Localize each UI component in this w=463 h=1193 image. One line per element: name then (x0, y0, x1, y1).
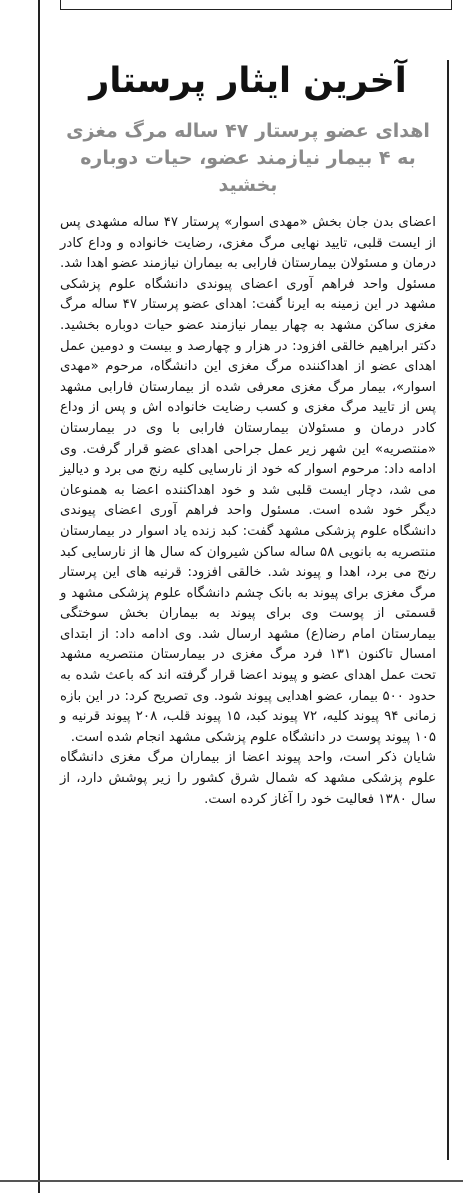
article-subheadline: اهدای عضو پرستار ۴۷ ساله مرگ مغزی به ۴ بیمار نیازمند عضو، حیات دوباره بخشید (66, 120, 430, 196)
article-paragraph: شایان ذکر است، واحد پیوند اعضا از بیماران مرگ مغزی دانشگاه علوم پزشکی مشهد که شمال شرق کشور را زیر پوشش دارد، از سال ۱۳۸۰ فعالیت خود را آغاز کرده است. (60, 750, 436, 807)
news-article (60, 58, 436, 810)
column-rule-right (447, 60, 449, 1160)
article-body (60, 213, 436, 810)
article-headline: آخرین ایثار پرستار (89, 61, 407, 101)
column-divider-left (38, 0, 40, 1193)
page-bottom-rule (0, 1180, 463, 1182)
article-paragraph: اعضای بدن جان بخش «مهدی اسوار» پرستار ۴۷ ساله مشهدی پس از ایست قلبی، تایید نهایی مرگ مغزی، رضایت خانواده و وداع کادر درمان و مسئولان بیمارستان فارابی به بیماران نیازمند عضو اهدا شد. مسئول واحد فراهم آوری اعضای پیوندی دانشگاه علوم پزشکی مشهد در این زمینه به ایرنا گفت: اهدای عضو پرستار ۴۷ ساله مرگ مغزی ساکن مشهد به چهار بیمار نیازمند عضو حیات دوباره بخشید. دکتر ابراهیم خالقی افزود: در هزار و چهارصد و بیست و دومین عمل اهدای عضو از اهداکننده مرگ مغزی این دانشگاه، مرحوم «مهدی اسوار»، بیمار مرگ مغزی معرفی شده از بیمارستان فارابی مشهد پس از تایید مرگ مغزی و کسب رضایت خانواده اش و پس از وداع کادر درمان و مسئولان بیمارستان فارابی با وی در بیمارستان «منتصریه» این شهر زیر عمل جراحی اهدای عضو قرار گرفت. وی ادامه داد: مرحوم اسوار که خود از نارسایی کلیه رنج می برد و دیالیز می شد، دچار ایست قلبی شد و خود اهداکننده اعضا به همنوعان دیگر خود شده است. مسئول واحد فراهم آوری اعضای پیوندی دانشگاه علوم پزشکی مشهد گفت: کبد زنده یاد اسوار در بیمارستان منتصریه به بانویی ۵۸ ساله ساکن شیروان که سال ها از نارسایی کبد رنج می برد، اهدا و پیوند شد. خالقی افزود: قرنیه های این پرستار مرگ مغزی برای پیوند به بانک چشم دانشگاه علوم پزشکی مشهد و قسمتی از پوست وی برای پیوند به بیماران بخش سوختگی بیمارستان امام رضا(ع) مشهد ارسال شد. وی ادامه داد: از ابتدای امسال تاکنون ۱۳۱ فرد مرگ مغزی در بیمارستان منتصریه مشهد تحت عمل اهدای عضو و پیوند اعضا قرار گرفته اند که باعث شده به حدود ۵۰۰ بیمار، عضو اهدایی پیوند شود. وی تصریح کرد: در این بازه زمانی ۹۴ پیوند کلیه، ۷۲ پیوند کبد، ۱۵ پیوند قلب، ۲۰۸ پیوند قرنیه و ۱۰۵ پیوند پوست در دانشگاه علوم پزشکی مشهد انجام شده است. (60, 215, 437, 745)
previous-article-frame (60, 0, 452, 10)
